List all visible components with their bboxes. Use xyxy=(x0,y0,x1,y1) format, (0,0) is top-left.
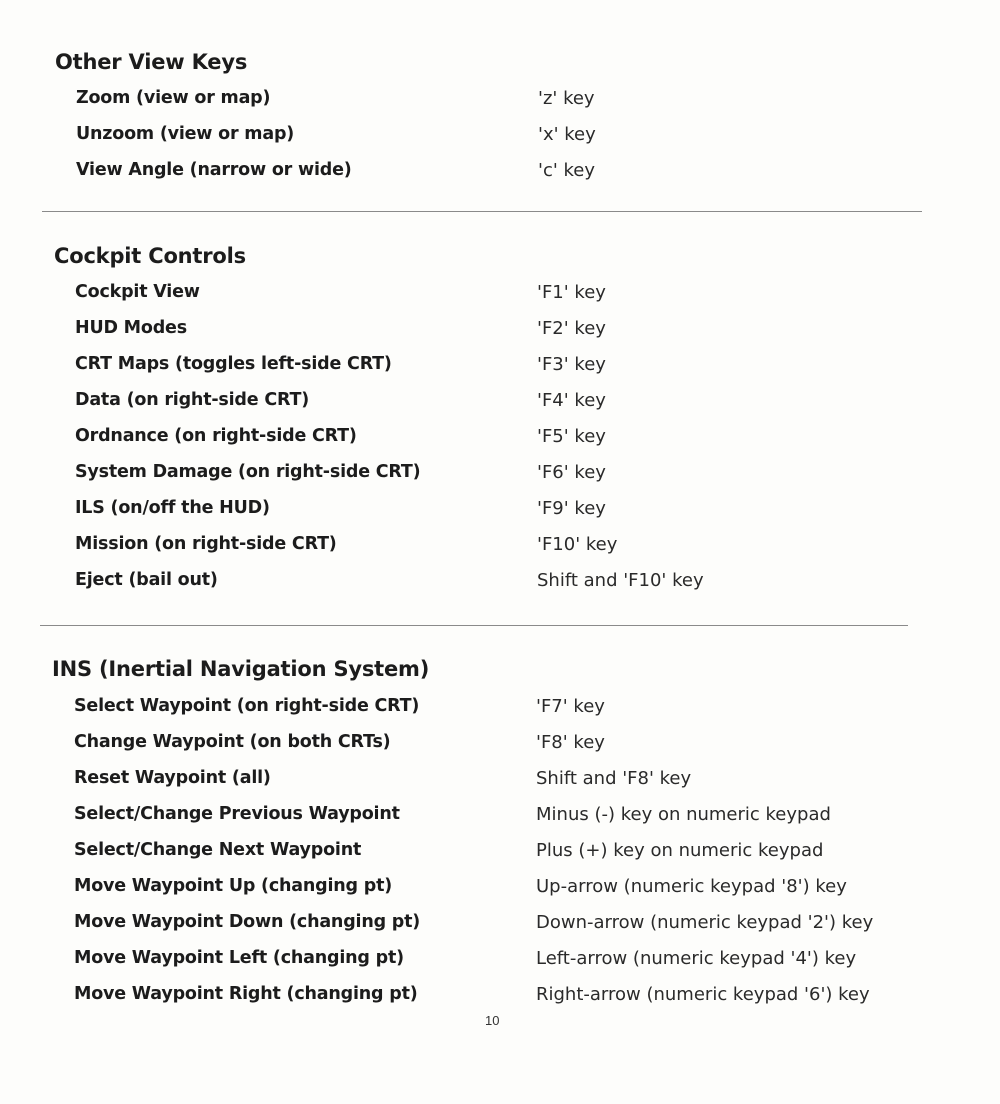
action-label: Move Waypoint Down (changing pt) xyxy=(74,912,421,932)
action-label: HUD Modes xyxy=(75,318,187,338)
section-title: Cockpit Controls xyxy=(54,244,246,268)
table-row xyxy=(75,282,1000,318)
key-binding: Right-arrow (numeric keypad '6') key xyxy=(536,984,870,1005)
key-binding: 'c' key xyxy=(538,160,596,181)
action-label: Unzoom (view or map) xyxy=(76,124,295,144)
key-binding: 'F1' key xyxy=(537,282,606,303)
table-row xyxy=(74,912,1000,948)
action-label: ILS (on/off the HUD) xyxy=(75,498,270,518)
section-title: Other View Keys xyxy=(55,50,248,74)
table-row xyxy=(76,88,1000,124)
action-label: CRT Maps (toggles left-side CRT) xyxy=(75,354,392,374)
table-row xyxy=(75,462,1000,498)
key-binding: 'F7' key xyxy=(536,696,605,717)
table-row xyxy=(74,696,1000,732)
key-binding: 'F4' key xyxy=(537,390,606,411)
section-divider xyxy=(42,211,922,212)
key-binding: 'z' key xyxy=(538,88,595,109)
action-label: Zoom (view or map) xyxy=(76,88,271,108)
section-title: INS (Inertial Navigation System) xyxy=(52,657,430,681)
table-row xyxy=(75,498,1000,534)
action-label: Move Waypoint Left (changing pt) xyxy=(74,948,404,968)
table-row xyxy=(74,948,1000,984)
key-binding: Plus (+) key on numeric keypad xyxy=(536,840,824,861)
key-binding: Minus (-) key on numeric keypad xyxy=(536,804,831,825)
key-binding: 'F5' key xyxy=(537,426,606,447)
key-binding: Up-arrow (numeric keypad '8') key xyxy=(536,876,847,897)
action-label: Data (on right-side CRT) xyxy=(75,390,309,410)
page-number: 10 xyxy=(485,1013,500,1028)
action-label: Change Waypoint (on both CRTs) xyxy=(74,732,391,752)
action-label: Mission (on right-side CRT) xyxy=(75,534,337,554)
key-binding: Down-arrow (numeric keypad '2') key xyxy=(536,912,874,933)
table-row xyxy=(74,984,1000,1020)
key-binding: 'F6' key xyxy=(537,462,606,483)
key-binding: Shift and 'F10' key xyxy=(537,570,704,591)
table-row xyxy=(75,318,1000,354)
action-label: Select/Change Next Waypoint xyxy=(74,840,362,860)
action-label: Select Waypoint (on right-side CRT) xyxy=(74,696,420,716)
action-label: Move Waypoint Up (changing pt) xyxy=(74,876,393,896)
table-row xyxy=(75,426,1000,462)
key-binding: 'F8' key xyxy=(536,732,605,753)
section-divider xyxy=(40,625,908,626)
key-binding: Shift and 'F8' key xyxy=(536,768,692,789)
action-label: Cockpit View xyxy=(75,282,200,302)
table-row xyxy=(75,534,1000,570)
action-label: System Damage (on right-side CRT) xyxy=(75,462,421,482)
action-label: View Angle (narrow or wide) xyxy=(76,160,352,180)
key-binding: 'x' key xyxy=(538,124,596,145)
table-row xyxy=(75,570,1000,606)
table-row xyxy=(76,160,1000,196)
key-binding: 'F2' key xyxy=(537,318,606,339)
table-row xyxy=(74,876,1000,912)
key-binding: 'F9' key xyxy=(537,498,606,519)
key-binding: 'F3' key xyxy=(537,354,606,375)
table-row xyxy=(75,354,1000,390)
table-row xyxy=(74,804,1000,840)
table-row xyxy=(74,840,1000,876)
table-row xyxy=(75,390,1000,426)
action-label: Eject (bail out) xyxy=(75,570,218,590)
table-row xyxy=(74,732,1000,768)
table-row xyxy=(74,768,1000,804)
key-binding: Left-arrow (numeric keypad '4') key xyxy=(536,948,857,969)
action-label: Select/Change Previous Waypoint xyxy=(74,804,400,824)
action-label: Ordnance (on right-side CRT) xyxy=(75,426,357,446)
action-label: Reset Waypoint (all) xyxy=(74,768,271,788)
action-label: Move Waypoint Right (changing pt) xyxy=(74,984,418,1004)
table-row xyxy=(76,124,1000,160)
key-binding: 'F10' key xyxy=(537,534,618,555)
